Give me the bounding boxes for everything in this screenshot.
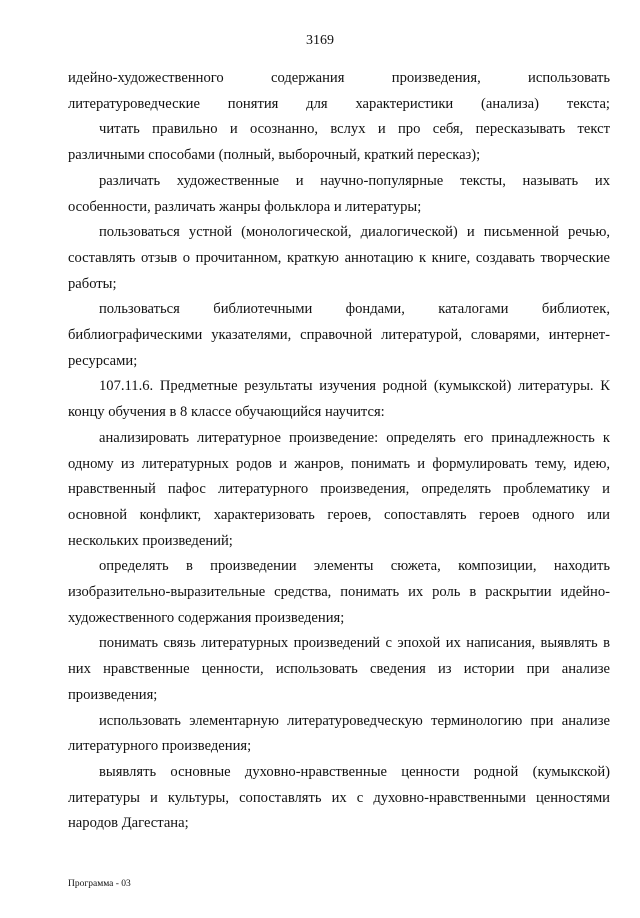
body-text [68,66,610,837]
footer-label: Программа - 03 [68,879,131,889]
paragraph-plot-elements: определять в произведении элементы сюжета, композиции, находить изобразительно-выразительные средства, понимать их роль в раскрытии идейно-художественного содержания произведения; [68,558,610,626]
paragraph-continuation: идейно-художественного содержания произведения, использовать литературоведческие понятия для характеристики (анализа) текста; [68,70,610,112]
paragraph-distinguish-texts: различать художественные и научно-популярные тексты, называть их особенности, различать жанры фольклора и литературы; [68,172,610,215]
paragraph-reading: читать правильно и осознанно, вслух и про себя, пересказывать текст различными способами (полный, выборочный, краткий пересказ); [68,121,610,164]
paragraph-values: выявлять основные духовно-нравственные ценности родной (кумыкской) литературы и культуры, сопоставлять их с духовно-нравственными ценностями народов Дагестана; [68,763,610,832]
page-number: 3169 [306,33,334,48]
paragraph-terminology: использовать элементарную литературоведческую терминологию при анализе литературного произведения; [68,712,610,755]
paragraph-section-heading: 107.11.6. Предметные результаты изучения родной (кумыкской) литературы. К концу обучения в 8 классе обучающийся научится: [68,378,610,421]
paragraph-epoch: понимать связь литературных произведений с эпохой их написания, выявлять в них нравственные ценности, использовать сведения из истории при анализе произведения; [68,635,610,703]
paragraph-analyze: анализировать литературное произведение: определять его принадлежность к одному из литературных родов и жанров, понимать и формулировать тему, идею, нравственный пафос литературного произведения, определять проблематику и основной конфликт, характеризовать героев, сопоставлять героев одного или нескольких произведений; [68,429,610,549]
paragraph-library: пользоваться библиотечными фондами, каталогами библиотек, библиографическими указателями, справочной литературой, словарями, интернет-ресурсами; [68,301,610,369]
paragraph-speech: пользоваться устной (монологической, диалогической) и письменной речью, составлять отзыв о прочитанном, краткую аннотацию к книге, создавать творческие работы; [68,224,610,292]
